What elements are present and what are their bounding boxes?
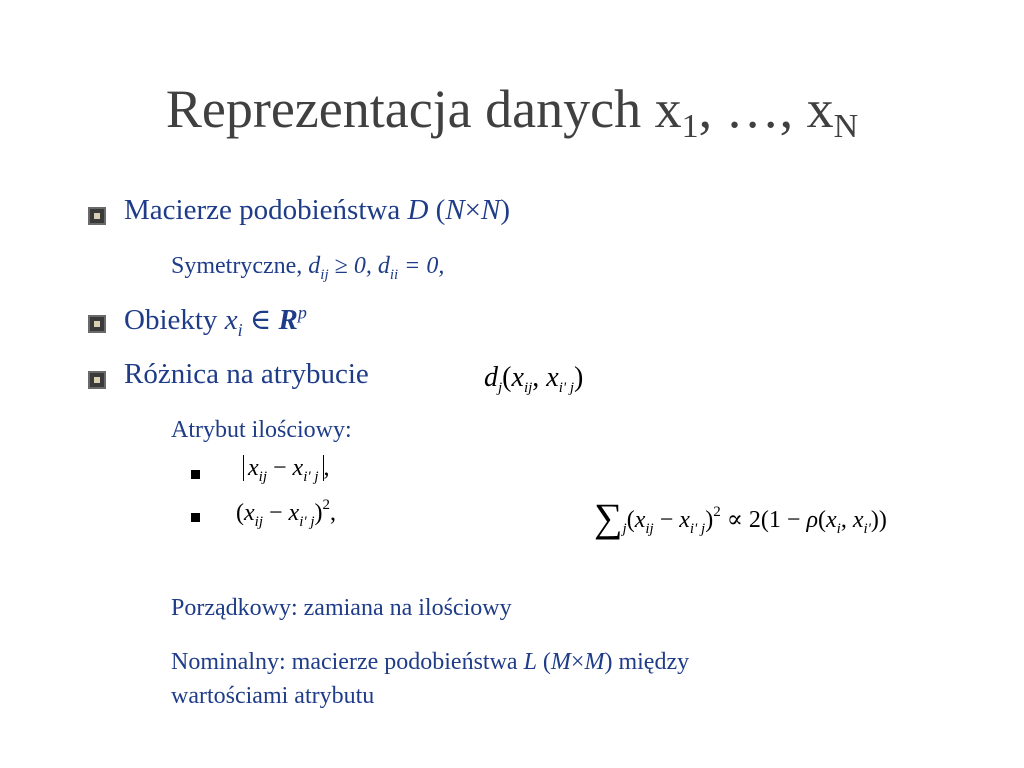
bullet-objects [124,302,307,341]
symbol-x: x [679,507,690,533]
title-subscript-1: 1 [681,108,699,145]
subitem-text: Symetryczne, [171,253,309,279]
title-ellipsis: , …, x [698,79,834,139]
paren: ( [236,500,244,526]
symbol-d: d [377,253,390,279]
paren: ( [626,507,635,533]
comma: , [323,455,330,481]
symbol-x: x [292,455,304,481]
sigma: ∑ [594,495,623,540]
symbol-d: D [407,194,429,226]
symbol-d: d [484,362,498,393]
symbol-x: x [634,507,646,533]
formula-dj [484,362,583,394]
paren: ( [502,362,512,393]
title-subscript-n: N [833,108,859,145]
eq-zero: = 0, [398,253,445,279]
subitem-symmetric [171,253,444,284]
subscript-i: i [237,319,243,340]
subscript-ii: ii [389,266,399,283]
subscript-i2: i' [863,521,871,537]
bullet-icon [88,315,106,333]
formula-sum-correlation [594,494,887,541]
subscript-i2j: i' j [689,521,706,537]
proportional: ∝ 2(1 − [720,507,807,533]
symbol-x: x [826,507,837,533]
formula-squared-difference [236,497,336,530]
superscript-2: 2 [322,497,330,513]
subscript-i2j: i' j [303,469,319,485]
symbol-n: N [445,194,465,226]
bullet-similarity-matrices [124,194,510,227]
paren: ) [574,362,584,393]
paren: ( [818,507,826,533]
paren: ( [536,649,551,675]
symbol-x: x [224,304,238,336]
subitem-quantitative: Atrybut ilościowy: [171,417,352,443]
paren: )) [870,507,887,533]
comma: , [330,500,336,526]
bullet-text: Obiekty [124,304,225,336]
symbol-x: x [511,362,524,393]
subscript-ij: ij [254,514,263,530]
subitem-text: Nominalny: macierze podobieństwa [171,649,524,675]
times-sign: × [464,194,482,226]
subscript-i: i [836,521,841,537]
slide-title [0,79,1024,145]
comma: , [840,507,853,533]
superscript-2: 2 [713,504,721,520]
formula-absolute-difference [243,455,330,485]
symbol-m: M [584,649,605,675]
symbol-x: x [244,500,255,526]
minus: − [653,507,680,533]
symbol-x: x [852,507,864,533]
absolute-value [243,455,324,485]
paren: ( [428,194,446,226]
subitem-text: wartościami atrybutu [171,683,375,709]
subscript-ij: ij [523,380,533,396]
subscript-ij: ij [645,521,654,537]
subitem-ordinal: Porządkowy: zamiana na ilościowy [171,595,512,621]
paren: ) [705,507,714,533]
symbol-r: R [278,304,298,336]
comma: , [532,362,547,393]
subitem-nominal [171,645,689,713]
title-text: Reprezentacja danych x [165,79,682,139]
subscript-j: j [498,380,503,396]
symbol-m: M [550,649,571,675]
subitem-text: ) między [604,649,690,675]
symbol-x: x [248,455,259,481]
minus: − [263,500,289,526]
subscript-ij: ij [258,469,267,485]
symbol-x: x [546,362,559,393]
bullet-attribute-difference: Różnica na atrybucie [124,358,369,390]
subscript-j: j [622,521,627,537]
times-sign: × [570,649,585,675]
symbol-rho: ρ [806,507,818,533]
subscript-ij: ij [320,266,329,283]
symbol-x: x [288,500,300,526]
element-of: ∈ [242,304,279,336]
symbol-d: d [308,253,321,279]
symbol-n: N [481,194,501,226]
ge-zero: ≥ 0, [328,253,378,279]
minus: − [267,455,293,481]
square-bullet-icon [191,470,200,479]
bullet-text: Macierze podobieństwa [124,194,408,226]
square-bullet-icon [191,513,200,522]
paren: ) [314,500,323,526]
superscript-p: p [297,302,307,323]
subscript-i2j: i' j [299,514,315,530]
paren: ) [500,194,511,226]
bullet-icon [88,371,106,389]
bullet-icon [88,207,106,225]
symbol-l: L [523,649,537,675]
subscript-i2j: i' j [558,380,575,396]
